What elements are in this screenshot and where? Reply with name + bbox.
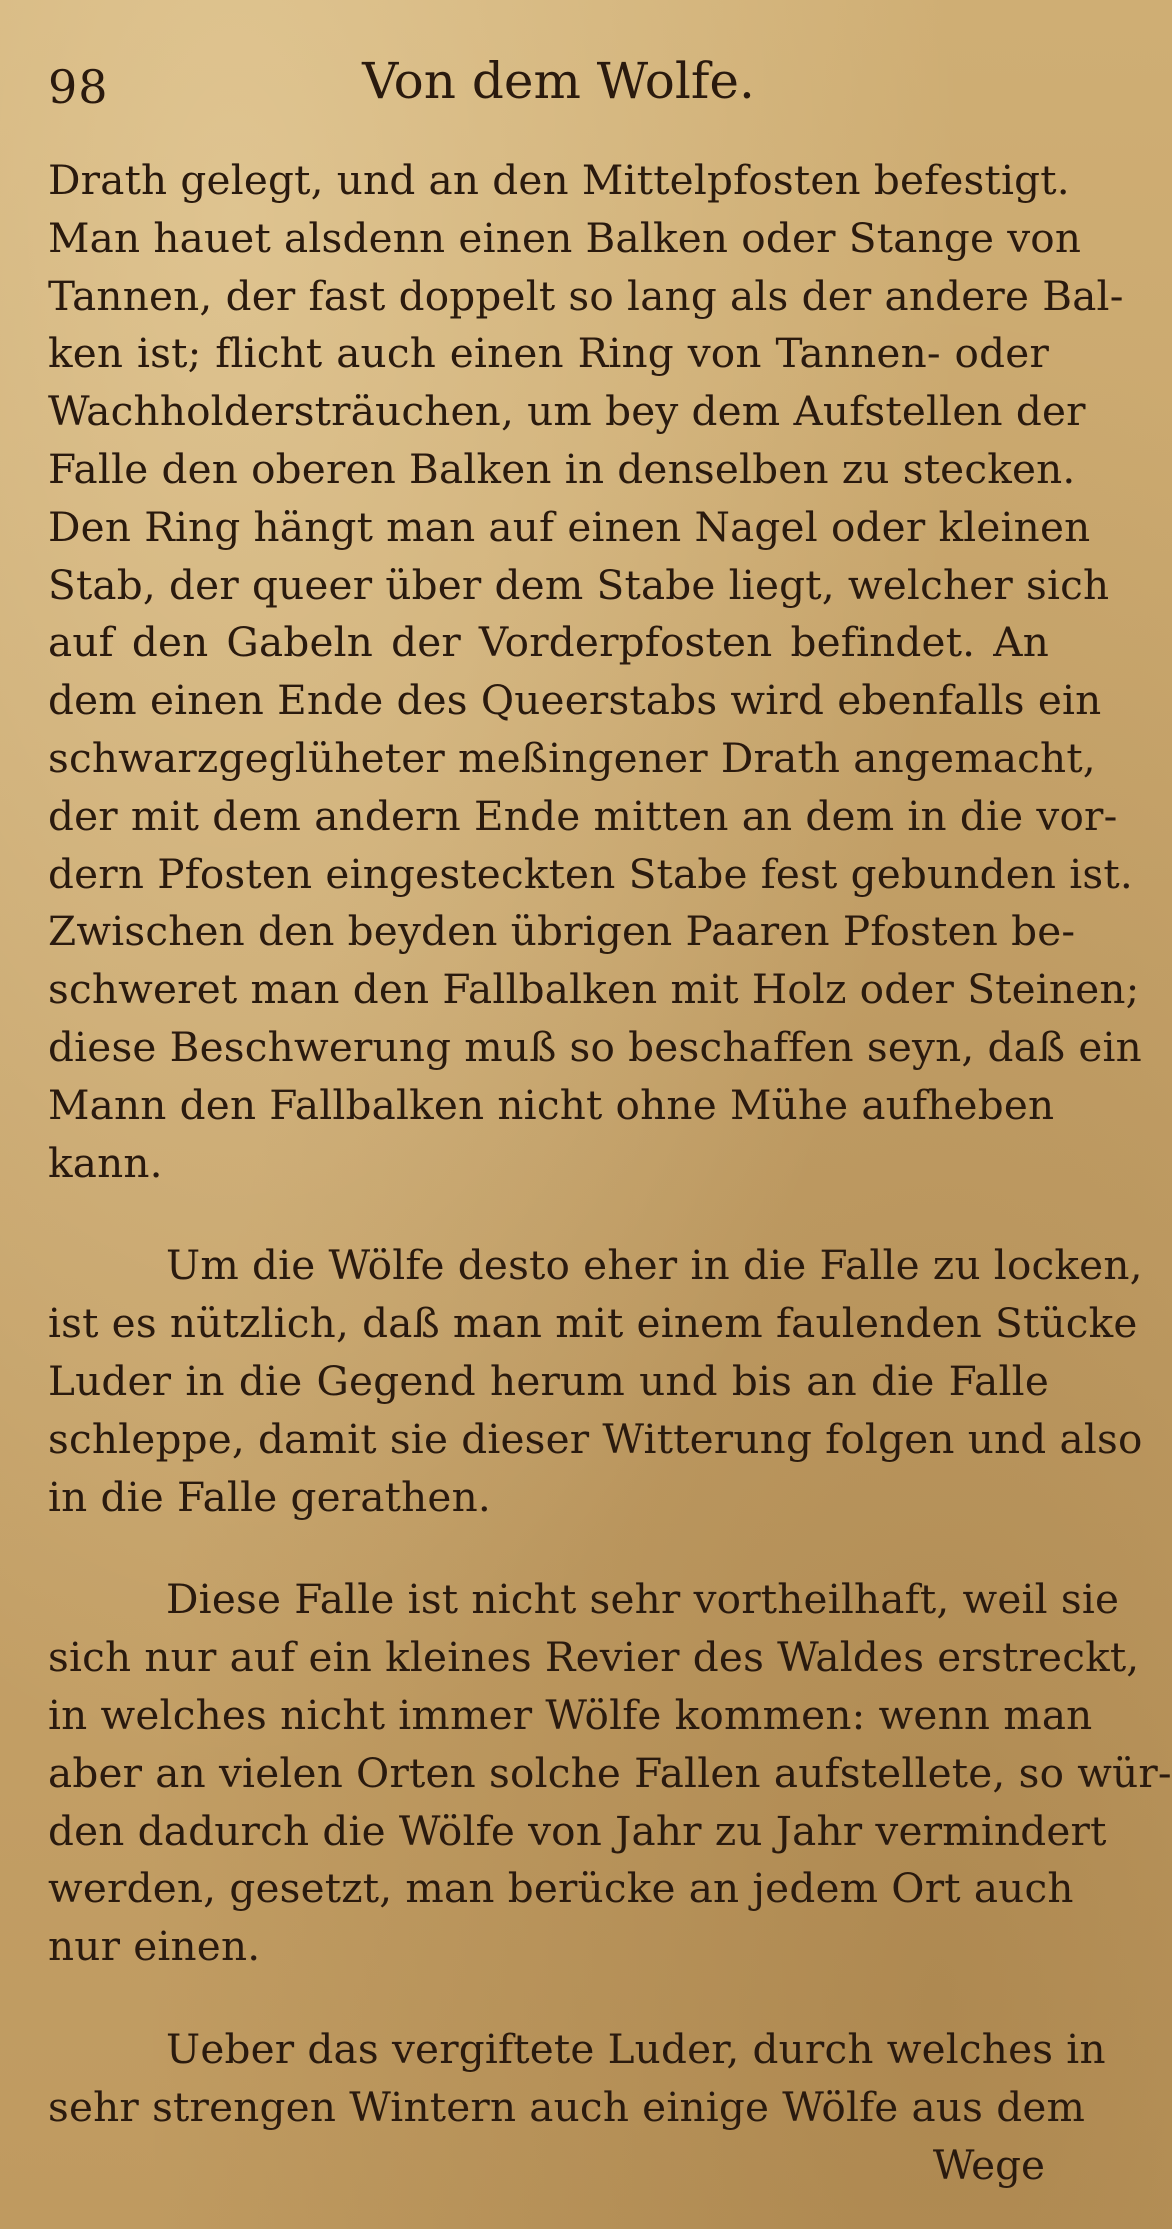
text-line: in welches nicht immer Wölfe kommen: wenn man xyxy=(48,1690,1093,1739)
text-line: Wachholdersträuchen, um bey dem Aufstellen der xyxy=(48,387,1086,436)
text-line: ist es nützlich, daß man mit einem faulenden Stücke xyxy=(48,1299,1138,1348)
paragraph-2 xyxy=(48,1237,1143,1526)
text-line: Diese Falle ist nicht sehr vortheilhaft, weil sie xyxy=(166,1575,1120,1624)
text-line: den dadurch die Wölfe von Jahr zu Jahr vermindert xyxy=(48,1806,1107,1855)
text-line: kann. xyxy=(48,1138,163,1187)
text-line: Ueber das vergiftete Luder, durch welches in xyxy=(166,2024,1106,2073)
text-line: in die Falle gerathen. xyxy=(48,1472,491,1521)
text-line: Man hauet alsdenn einen Balken oder Stange von xyxy=(48,213,1082,262)
text-line: Zwischen den beyden übrigen Paaren Pfosten be- xyxy=(48,907,1076,956)
text-line: Tannen, der fast doppelt so lang als der andere Bal- xyxy=(48,271,1124,320)
body-text xyxy=(48,152,1172,2194)
text-line: ken ist; flicht auch einen Ring von Tannen- oder xyxy=(48,329,1049,378)
running-title: Von dem Wolfe. xyxy=(362,52,755,110)
page-header xyxy=(48,52,1049,132)
text-line: Luder in die Gegend herum und bis an die Falle xyxy=(48,1356,1049,1405)
text-line: Um die Wölfe desto eher in die Falle zu locken, xyxy=(166,1241,1143,1290)
text-line: Mann den Fallbalken nicht ohne Mühe aufheben xyxy=(48,1080,1055,1129)
text-line: sich nur auf ein kleines Revier des Waldes erstreckt, xyxy=(48,1633,1140,1682)
text-line: dern Pfosten eingesteckten Stabe fest gebunden ist. xyxy=(48,849,1133,898)
paragraph-1 xyxy=(48,152,1142,1192)
text-line: werden, gesetzt, man berücke an jedem Ort auch xyxy=(48,1864,1074,1913)
paragraph-3 xyxy=(48,1571,1172,1976)
text-line: diese Beschwerung muß so beschaffen seyn, daß ein xyxy=(48,1022,1142,1071)
text-line: schwarzgeglüheter meßingener Drath angemacht, xyxy=(48,733,1096,782)
text-line: sehr strengen Wintern auch einige Wölfe aus dem xyxy=(48,2082,1086,2131)
text-line: nur einen. xyxy=(48,1922,261,1971)
text-line: aber an vielen Orten solche Fallen aufstellete, so wür- xyxy=(48,1748,1172,1797)
text-line: der mit dem andern Ende mitten an dem in die vor- xyxy=(48,791,1118,840)
text-line: dem einen Ende des Queerstabs wird ebenfalls ein xyxy=(48,676,1102,725)
text-line: Drath gelegt, und an den Mittelpfosten befestigt. xyxy=(48,156,1070,204)
text-line: Falle den oberen Balken in denselben zu stecken. xyxy=(48,444,1076,493)
catchword: Wege xyxy=(932,2140,1045,2189)
text-line: Den Ring hängt man auf einen Nagel oder kleinen xyxy=(48,502,1091,551)
paragraph-4 xyxy=(48,2021,1106,2137)
text-line: schweret man den Fallbalken mit Holz oder Steinen; xyxy=(48,965,1140,1014)
text-line: schleppe, damit sie dieser Witterung folgen und also xyxy=(48,1414,1143,1463)
text-line: auf den Gabeln der Vorderpfosten befindet. An xyxy=(48,618,1049,667)
text-line: Stab, der queer über dem Stabe liegt, welcher sich xyxy=(48,560,1110,609)
page-number: 98 xyxy=(48,60,109,114)
